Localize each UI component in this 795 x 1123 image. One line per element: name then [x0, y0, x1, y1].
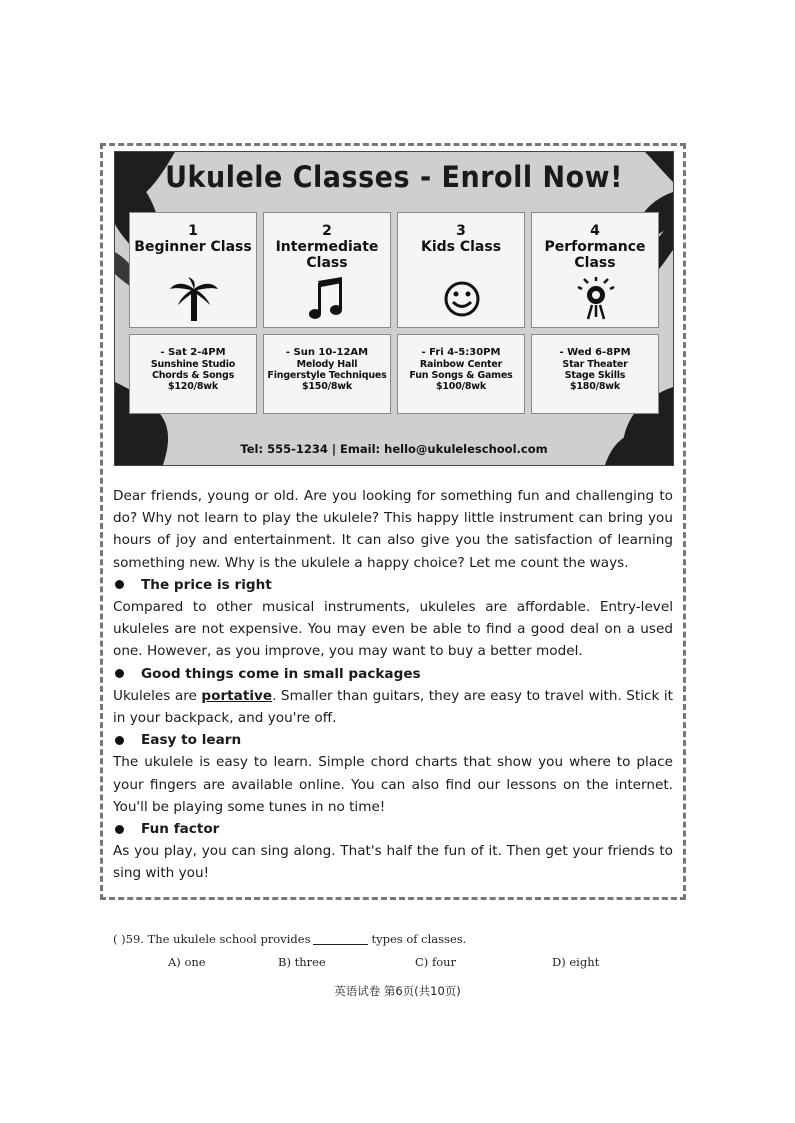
question-prefix: ( )59. The ukulele school provides — [113, 932, 311, 946]
class-number: 4 — [590, 223, 600, 239]
class-time: - Sun 10-12AM — [285, 347, 369, 358]
class-time: - Fri 4-5:30PM — [421, 347, 501, 358]
bullet-icon — [115, 736, 124, 745]
paragraph-text: . Smaller than guitars, they are easy to travel with. Stick it in your backpack, and you're off. — [113, 687, 673, 727]
section-paragraph: Compared to other musical instruments, ukuleles are affordable. Entry-level ukuleles are not expensive. You may even be able to find a good deal on a used one. However, as you improve, you may want to buy a better model. — [113, 599, 673, 660]
music-note-icon — [264, 277, 392, 321]
schedule-card-intermediate — [263, 334, 391, 414]
article-body — [113, 485, 673, 885]
heading-text: Easy to learn — [141, 732, 242, 749]
section-paragraph: The ukulele is easy to learn. Simple chord charts that show you where to place your fingers are available online. You can also find our lessons on the internet. You'll be playing some tunes in no time! — [113, 754, 673, 815]
class-number: 1 — [188, 223, 198, 239]
schedule-card-kids — [397, 334, 525, 414]
section-paragraph: As you play, you can sing along. That's half the fun of it. Then get your friends to sing with you! — [113, 843, 673, 882]
class-place: Rainbow Center — [419, 359, 503, 370]
question-suffix: types of classes. — [371, 932, 467, 946]
option-c[interactable]: C) four — [415, 955, 457, 969]
keyword-portative: portative — [201, 687, 273, 704]
class-price: $180/8wk — [569, 381, 620, 392]
class-price: $150/8wk — [301, 381, 352, 392]
heading-text: Fun factor — [141, 821, 220, 838]
section-heading — [113, 818, 673, 840]
spotlight-icon — [532, 277, 660, 321]
section-paragraph — [113, 685, 673, 729]
schedule-card-performance — [531, 334, 659, 414]
heading-text: Good things come in small packages — [141, 665, 421, 682]
section-heading — [113, 663, 673, 685]
class-card-beginner — [129, 212, 257, 328]
class-price: $100/8wk — [435, 381, 486, 392]
class-name: Intermediate Class — [275, 239, 379, 271]
class-card-performance — [531, 212, 659, 328]
answer-blank[interactable] — [313, 944, 368, 945]
page-footer: 英语试卷 第6页(共10页) — [334, 984, 461, 998]
smiley-face-icon — [398, 277, 526, 321]
class-content: Fingerstyle Techniques — [267, 370, 387, 381]
heading-text: The price is right — [141, 576, 272, 593]
class-time: - Sat 2-4PM — [160, 347, 226, 358]
class-place: Star Theater — [562, 359, 628, 370]
class-name: Beginner Class — [134, 239, 252, 255]
class-place: Melody Hall — [296, 359, 358, 370]
contact-info: Tel: 555-1234 | Email: hello@ukuleleschool.com — [240, 442, 548, 456]
bullet-icon — [115, 580, 124, 589]
class-content: Fun Songs & Games — [409, 370, 513, 381]
class-card-intermediate — [263, 212, 391, 328]
class-card-kids — [397, 212, 525, 328]
option-d[interactable]: D) eight — [552, 955, 600, 969]
palm-tree-icon — [130, 277, 258, 321]
class-number: 2 — [322, 223, 332, 239]
class-name: Kids Class — [420, 239, 502, 255]
intro-paragraph: Dear friends, young or old. Are you looking for something fun and challenging to do? Why not learn to play the ukulele? This happy little instrument can bring you hours of joy and entertainment. It can also give you the satisfaction of learning something new. Why is the ukulele a happy choice? Let me count the ways. — [113, 488, 673, 571]
class-number: 3 — [456, 223, 466, 239]
class-content: Chords & Songs — [151, 370, 235, 381]
bullet-icon — [115, 669, 124, 678]
class-name: Performance Class — [544, 239, 646, 271]
class-content: Stage Skills — [564, 370, 626, 381]
schedule-card-beginner — [129, 334, 257, 414]
option-b[interactable]: B) three — [278, 955, 326, 969]
poster-title: Ukulele Classes - Enroll Now! — [165, 160, 623, 195]
class-place: Sunshine Studio — [150, 359, 236, 370]
option-a[interactable]: A) one — [168, 955, 206, 969]
ukulele-poster — [114, 151, 674, 466]
paragraph-text: Ukuleles are — [113, 687, 202, 704]
question-59 — [113, 932, 466, 946]
class-time: - Wed 6-8PM — [559, 347, 631, 358]
bullet-icon — [115, 825, 124, 834]
section-heading — [113, 729, 673, 751]
class-price: $120/8wk — [167, 381, 218, 392]
section-heading — [113, 574, 673, 596]
